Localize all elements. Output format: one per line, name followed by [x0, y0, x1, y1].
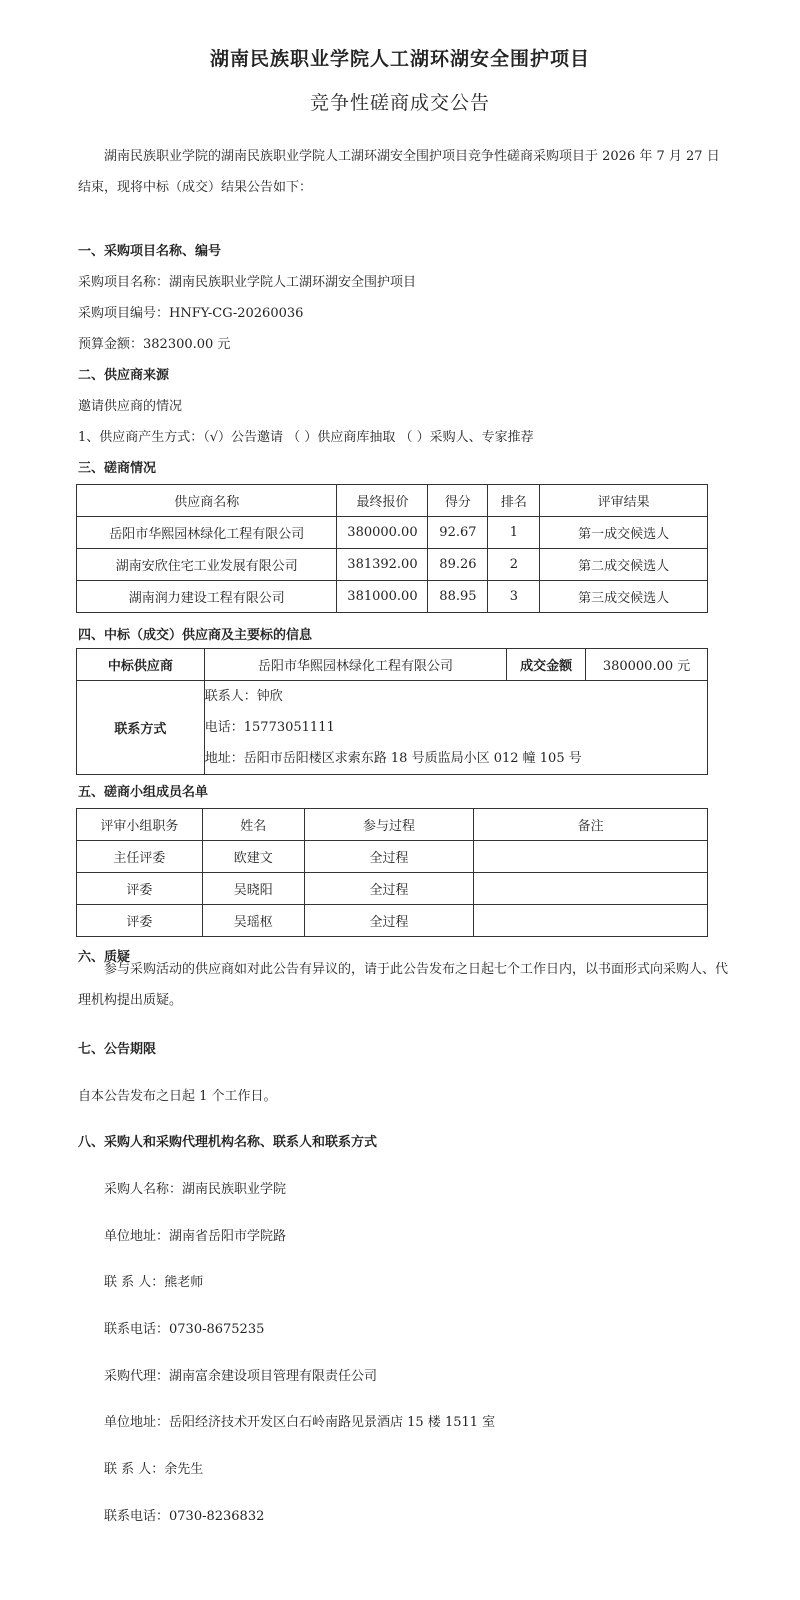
- note-cell: [474, 905, 708, 937]
- score-cell: 89.26: [428, 549, 488, 581]
- supplier-name-cell: 岳阳市华熙园林绿化工程有限公司: [77, 517, 337, 549]
- score-cell: 88.95: [428, 581, 488, 613]
- intro-paragraph: 湖南民族职业学院的湖南民族职业学院人工湖环湖安全围护项目竞争性磋商采购项目于 2026 年 7 月 27 日结束，现将中标（成交）结果公告如下：: [78, 149, 720, 195]
- price-cell: 381000.00: [337, 581, 428, 613]
- purchaser-contact: 联 系 人：熊老师: [104, 1275, 204, 1290]
- price-cell: 381392.00: [337, 549, 428, 581]
- supplier-name-cell: 湖南安欣住宅工业发展有限公司: [77, 549, 337, 581]
- column-header: 备注: [474, 809, 708, 841]
- role-cell: 评委: [77, 905, 203, 937]
- section-4-heading: 四、中标（成交）供应商及主要标的信息: [78, 628, 313, 643]
- column-header: 参与过程: [304, 809, 474, 841]
- result-cell: 第一成交候选人: [540, 517, 708, 549]
- member-name-cell: 吴瑶枢: [202, 905, 304, 937]
- page-title: 湖南民族职业学院人工湖环湖安全围护项目: [209, 48, 590, 70]
- result-cell: 第三成交候选人: [540, 581, 708, 613]
- table-row: [77, 841, 708, 873]
- result-cell: 第二成交候选人: [540, 549, 708, 581]
- column-header: 最终报价: [337, 485, 428, 517]
- rank-cell: 1: [488, 517, 540, 549]
- column-header: 得分: [428, 485, 488, 517]
- table-row: [77, 517, 708, 549]
- objection-paragraph: 参与采购活动的供应商如对此公告有异议的，请于此公告发布之日起七个工作日内，以书面形式向采购人、代理机构提出质疑。: [78, 962, 729, 1008]
- purchaser-address: 单位地址：湖南省岳阳市学院路: [104, 1229, 287, 1244]
- agent-address: 单位地址：岳阳经济技术开发区白石岭南路见景酒店 15 楼 1511 室: [104, 1415, 496, 1430]
- contact-row: [77, 681, 708, 775]
- note-cell: [474, 873, 708, 905]
- rank-cell: 3: [488, 581, 540, 613]
- winner-label: 中标供应商: [77, 649, 205, 681]
- budget-line: 预算金额：382300.00 元: [78, 337, 231, 352]
- column-header: 排名: [488, 485, 540, 517]
- process-cell: 全过程: [304, 905, 474, 937]
- contact-person: 联系人：钟欣: [204, 689, 283, 704]
- amount-label: 成交金额: [507, 649, 586, 681]
- supplier-name-cell: 湖南润力建设工程有限公司: [77, 581, 337, 613]
- panel-members-table: [76, 808, 708, 937]
- section-8-heading: 八、采购人和采购代理机构名称、联系人和联系方式: [78, 1135, 378, 1150]
- table-row: [77, 581, 708, 613]
- table-row: [77, 549, 708, 581]
- section-3-heading: 三、磋商情况: [78, 461, 157, 476]
- project-name-line: 采购项目名称：湖南民族职业学院人工湖环湖安全围护项目: [78, 275, 417, 290]
- contact-details: [204, 681, 707, 775]
- member-name-cell: 欧建文: [202, 841, 304, 873]
- supplier-source-line: 邀请供应商的情况: [78, 399, 183, 414]
- negotiation-table: [76, 484, 708, 613]
- section-2-heading: 二、供应商来源: [78, 368, 170, 383]
- agent-name: 采购代理：湖南富余建设项目管理有限责任公司: [104, 1369, 378, 1384]
- winner-name: 岳阳市华熙园林绿化工程有限公司: [204, 649, 506, 681]
- supplier-method-line: 1、供应商产生方式：（√）公告邀请 （ ）供应商库抽取 （ ）采购人、专家推荐: [78, 430, 534, 445]
- column-header: 评审小组职务: [77, 809, 203, 841]
- table-row: [77, 905, 708, 937]
- section-6-heading: 六、质疑: [78, 950, 131, 965]
- column-header: 供应商名称: [77, 485, 337, 517]
- contact-label: 联系方式: [77, 681, 205, 775]
- score-cell: 92.67: [428, 517, 488, 549]
- table-header-row: [77, 485, 708, 517]
- column-header: 姓名: [202, 809, 304, 841]
- purchaser-phone: 联系电话：0730-8675235: [104, 1322, 265, 1337]
- process-cell: 全过程: [304, 841, 474, 873]
- column-header: 评审结果: [540, 485, 708, 517]
- rank-cell: 2: [488, 549, 540, 581]
- section-1-heading: 一、采购项目名称、编号: [78, 244, 222, 259]
- price-cell: 380000.00: [337, 517, 428, 549]
- section-5-heading: 五、磋商小组成员名单: [78, 785, 209, 800]
- note-cell: [474, 841, 708, 873]
- contact-phone: 电话：15773051111: [204, 720, 335, 735]
- announcement-period: 自本公告发布之日起 1 个工作日。: [78, 1089, 277, 1104]
- purchaser-name: 采购人名称：湖南民族职业学院: [104, 1182, 287, 1197]
- contact-address: 地址：岳阳市岳阳楼区求索东路 18 号质监局小区 012 幢 105 号: [204, 751, 582, 766]
- table-row: [77, 873, 708, 905]
- winner-table: [76, 648, 708, 775]
- agent-phone: 联系电话：0730-8236832: [104, 1509, 265, 1524]
- role-cell: 主任评委: [77, 841, 203, 873]
- member-name-cell: 吴晓阳: [202, 873, 304, 905]
- process-cell: 全过程: [304, 873, 474, 905]
- role-cell: 评委: [77, 873, 203, 905]
- page-subtitle: 竞争性磋商成交公告: [309, 92, 490, 114]
- winner-row: [77, 649, 708, 681]
- project-code-line: 采购项目编号：HNFY-CG-20260036: [78, 306, 304, 321]
- amount-value: 380000.00 元: [586, 649, 708, 681]
- section-7-heading: 七、公告期限: [78, 1042, 157, 1057]
- agent-contact: 联 系 人：余先生: [104, 1462, 204, 1477]
- table-header-row: [77, 809, 708, 841]
